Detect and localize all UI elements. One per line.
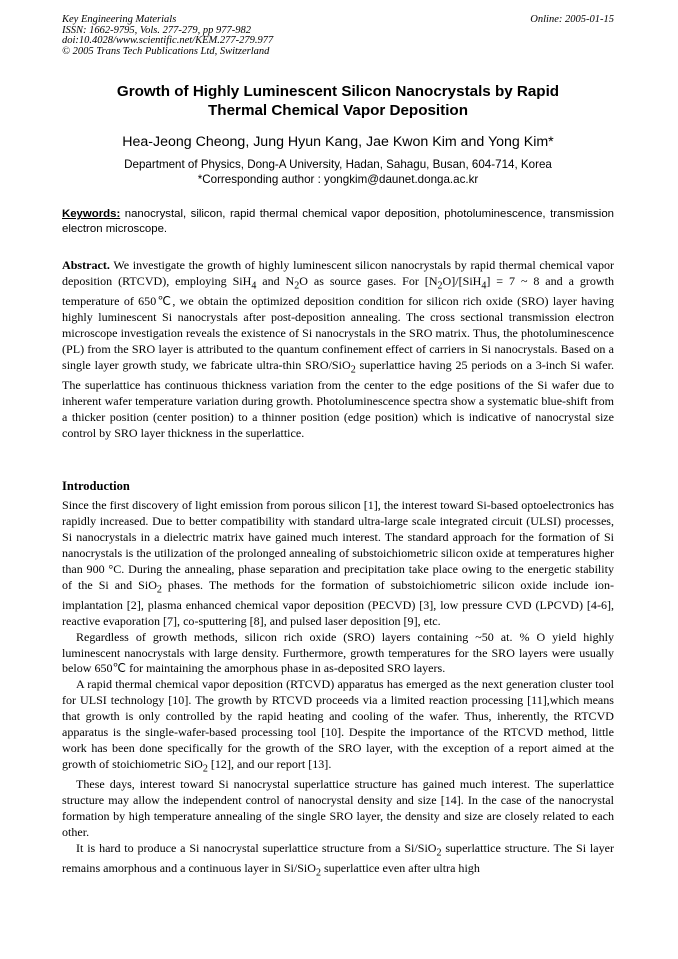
issn-line: ISSN: 1662-9795, Vols. 277-279, pp 977-982 (62, 24, 251, 36)
author-list: Hea-Jeong Cheong, Jung Hyun Kang, Jae Kwon Kim and Yong Kim* (122, 134, 554, 150)
subscript: 4 (481, 280, 487, 292)
abstract (62, 258, 614, 442)
introduction-body (62, 498, 614, 881)
intro-text: superlattice structure. The Si layer remains amorphous and a continuous layer in Si/SiO (62, 840, 615, 876)
paper-title (62, 82, 614, 120)
abstract-text-6: superlattice having 25 periods on a 3-inch Si wafer. The superlattice has continuous thickness variation from the center to the edge positions of the Si wafer due to inherent wafer temperature variation during growth. Photoluminescence spectra show a systematic blue-shift from a thicker position (center position) to a thinner position (edge position) which is indicative of nanocrystal size control by SRO layer thickness in the superlattice. (62, 357, 614, 440)
subscript: 2 (437, 280, 443, 292)
keywords-text: nanocrystal, silicon, rapid thermal chemical vapor deposition, photoluminescence, transmission electron microscope. (62, 208, 614, 235)
affiliation-block (62, 157, 614, 187)
title-line-1: Growth of Highly Luminescent Silicon Nanocrystals by Rapid (116, 83, 560, 100)
subscript: 4 (251, 280, 257, 292)
intro-paragraph-3 (62, 677, 614, 777)
journal-header (62, 15, 273, 57)
intro-paragraph-2: Regardless of growth methods, silicon rich oxide (SRO) layers containing ~50 at. % O yield highly luminescent nanocrystals with large density. Furthermore, growth temperatures for the SRO layers were usually below 650℃ for maintaining the amorphous phase in as-deposited SRO layers. (62, 629, 614, 676)
subscript: 2 (436, 847, 442, 859)
intro-text: phases. The methods for the formation of substoichiometric silicon oxide include ion-implantation [2], plasma enhanced chemical vapor deposition (PECVD) [3], low pressure CVD (LPCVD) [4-6], reactive evaporation [7], co-sputtering [8], and pulsed laser deposition [9], etc. (62, 577, 614, 628)
subscript: 2 (350, 364, 356, 376)
intro-paragraph-1 (62, 498, 614, 630)
abstract-label: Abstract. (62, 258, 110, 272)
copyright-line: © 2005 Trans Tech Publications Ltd, Switzerland (62, 45, 270, 57)
intro-text: It is hard to produce a Si nanocrystal superlattice structure from a Si/SiO (76, 840, 437, 855)
subscript: 2 (294, 280, 300, 292)
affiliation: Department of Physics, Dong-A University, Hadan, Sahagu, Busan, 604-714, Korea (124, 158, 552, 171)
abstract-text-1: We investigate the growth of highly luminescent silicon nanocrystals by rapid thermal chemical vapor deposition (RTCVD), employing SiH (62, 258, 615, 288)
online-date: Online: 2005-01-15 (530, 14, 614, 25)
subscript: 2 (202, 763, 208, 775)
abstract-text-2: and N (256, 273, 295, 288)
journal-name: Key Engineering Materials (62, 14, 177, 25)
subscript: 2 (315, 867, 321, 879)
intro-text: superlattice even after ultra high (320, 861, 480, 876)
doi-line[interactable]: doi:10.4028/www.scientific.net/KEM.277-279.977 (62, 35, 274, 47)
introduction-heading: Introduction (62, 479, 130, 493)
abstract-text-4: O]/[SiH (442, 273, 482, 288)
abstract-text-3: O as source gases. For [N (299, 273, 438, 288)
subscript: 2 (156, 583, 162, 595)
intro-text: Since the first discovery of light emission from porous silicon [1], the interest toward Si-based optoelectronics has rapidly increased. Due to better compatibility with standard ultra-large scale integrated circuit (ULSI) processes, Si nanocrystals in a dielectric matrix have gained much interest. The standard approach for the formation of Si nanocrystals is the utilization of the prolonged annealing of substoichiometric silicon oxide at temperatures higher than 900 °C. During the annealing, phase separation and precipitation take place owing to the energetic stability of the Si and SiO (62, 498, 614, 592)
title-line-2: Thermal Chemical Vapor Deposition (208, 102, 468, 119)
intro-paragraph-5 (62, 841, 614, 882)
intro-text: [12], and our report [13]. (207, 756, 332, 771)
intro-text: A rapid thermal chemical vapor deposition (RTCVD) apparatus has emerged as the next generation cluster tool for ULSI technology [10]. The growth by RTCVD proceeds via a limited reaction processing [11],which means that growth is only controlled by the rapid heating and cooling of the wafer. Thus, inherently, the RTCVD apparatus is the single-wafer-based processing tool [10]. Despite the importance of the RTCVD method, little work has been done specifically for the growth of the SRO layer, with the exception of a report aimed at the growth of stoichiometric SiO (62, 677, 614, 771)
keywords-label: Keywords: (62, 208, 121, 220)
intro-paragraph-4: These days, interest toward Si nanocrystal superlattice structure has gained much interest. The superlattice structure may allow the independent control of nanocrystal density and size [14]. In the case of the nanocrystal formation by high temperature annealing of the single SRO layer, the density and size are closely related to each other. (62, 777, 614, 839)
corresponding-author[interactable]: *Corresponding author : yongkim@daunet.donga.ac.kr (197, 173, 479, 186)
abstract-text-5: ] = 7 ~ 8 and a growth temperature of 650℃, we obtain the optimized deposition condition for silicon rich oxide (SRO) layer having highly luminescent Si nanocrystals after post-deposition annealing. The cross sectional transmission electron microscope investigation reveals the existence of Si nanocrystals in the SRO matrix. Thus, the photoluminescence (PL) from the SRO layer is attributed to the quantum confinement effect of carriers in Si nanocrystals. Based on a single layer growth study, we fabricate ultra-thin SRO/SiO (62, 273, 614, 372)
keywords (62, 207, 614, 237)
